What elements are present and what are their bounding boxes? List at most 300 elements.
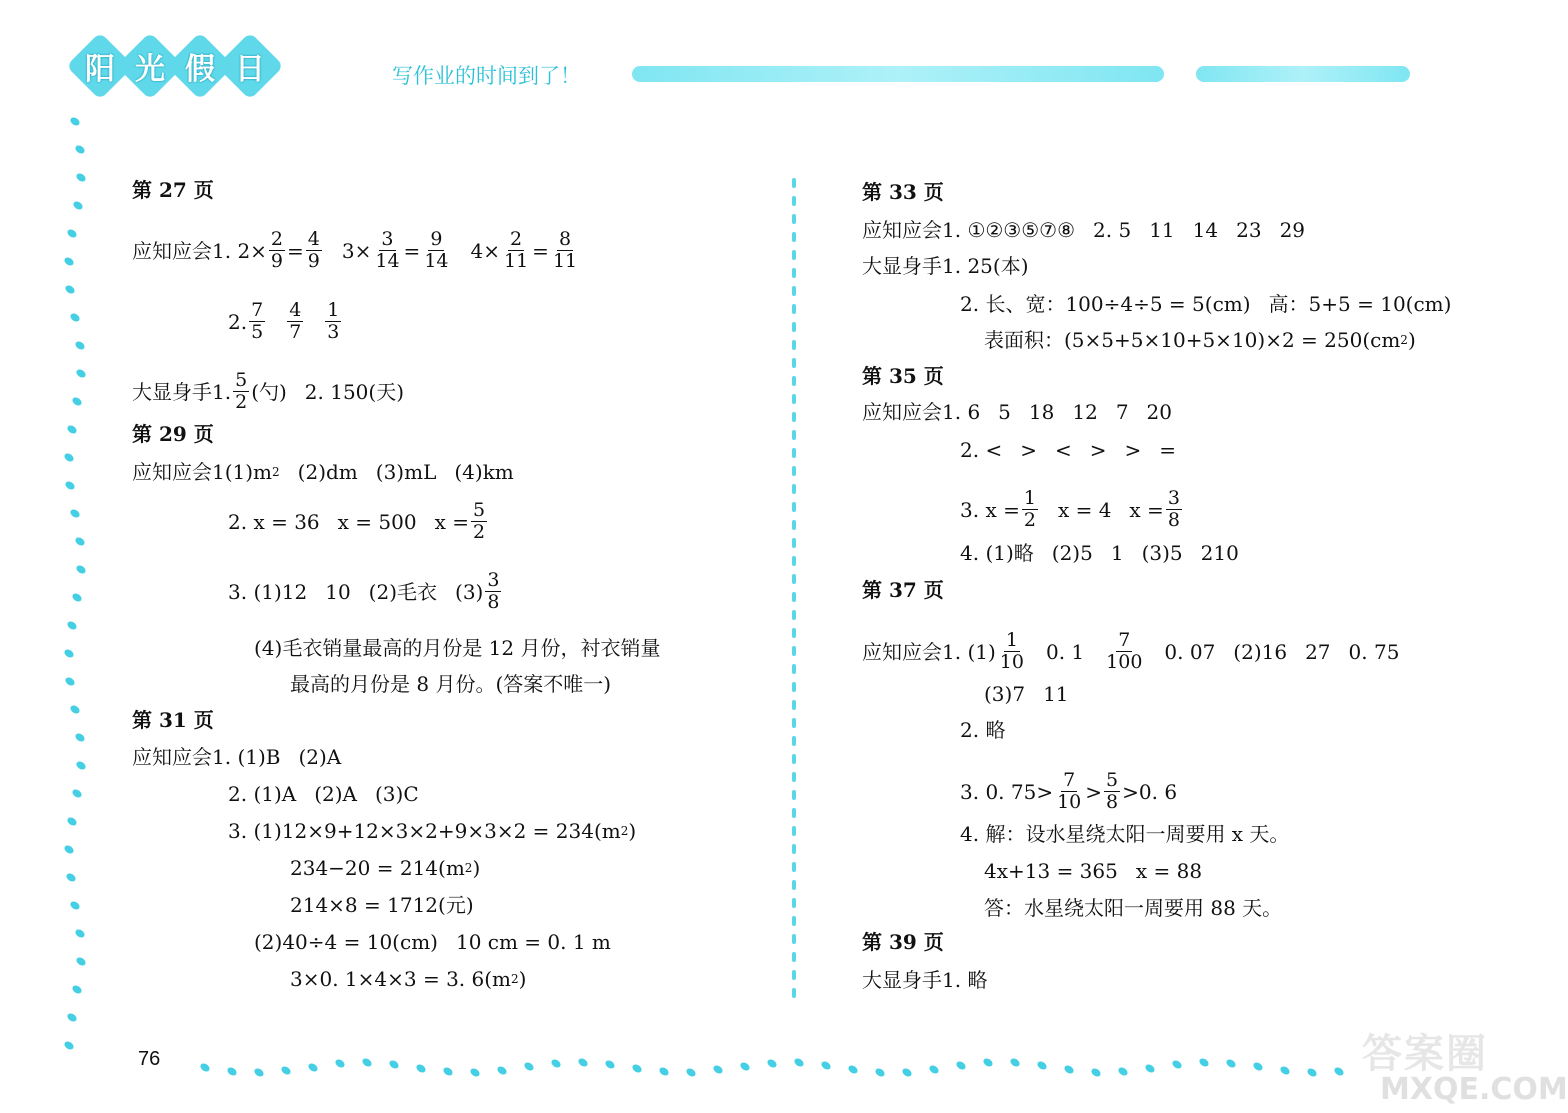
border-dot bbox=[1306, 1067, 1318, 1078]
divider-tick bbox=[792, 772, 796, 782]
divider-tick bbox=[792, 448, 796, 458]
fraction bbox=[373, 229, 401, 272]
numerator: 7 bbox=[1063, 769, 1076, 791]
numerator: 2 bbox=[510, 228, 523, 250]
heading-p33: 第 33 页 bbox=[862, 180, 944, 204]
logo bbox=[76, 42, 276, 90]
text: 4. (1)略 bbox=[960, 541, 1034, 565]
text: 1. bbox=[212, 379, 232, 404]
denominator: 5 bbox=[251, 321, 264, 343]
text: > bbox=[1124, 438, 1142, 462]
text: 2. bbox=[228, 309, 248, 334]
fraction bbox=[287, 300, 303, 343]
text: 1. ①②③⑤⑦⑧ bbox=[942, 218, 1076, 242]
fraction bbox=[325, 300, 341, 343]
numerator: 9 bbox=[430, 228, 443, 250]
text: 3. (1)12 bbox=[228, 579, 308, 604]
section-label: 大显身手 bbox=[132, 379, 212, 404]
text: 1. (1)B bbox=[212, 745, 281, 769]
divider-tick bbox=[792, 178, 796, 188]
border-dot bbox=[65, 872, 77, 883]
border-dot bbox=[766, 1058, 778, 1069]
text: 0. 75 bbox=[1348, 639, 1400, 664]
header-slogan: 写作业的时间到了！ bbox=[392, 64, 581, 88]
border-dot bbox=[928, 1064, 940, 1075]
line: 3×0. 1×4×3 = 3. 6(m 2 ) bbox=[290, 967, 527, 991]
text: (4)km bbox=[454, 460, 514, 484]
fraction bbox=[471, 500, 487, 543]
border-dot bbox=[74, 536, 86, 547]
line bbox=[132, 370, 404, 413]
divider-tick bbox=[792, 700, 796, 710]
border-dot bbox=[361, 1057, 373, 1068]
divider-tick bbox=[792, 754, 796, 764]
text: 23 bbox=[1236, 218, 1262, 242]
text: 3. (1)12×9+12×3×2+9×3×2 = 234(m bbox=[228, 819, 621, 843]
text: >0. 6 bbox=[1122, 779, 1178, 804]
text: x = 88 bbox=[1135, 859, 1203, 883]
border-dot bbox=[64, 676, 76, 687]
line bbox=[984, 859, 1202, 883]
border-dot bbox=[66, 816, 78, 827]
denominator: 14 bbox=[375, 250, 400, 272]
line: 234−20 = 214(m 2 ) bbox=[290, 856, 481, 880]
text: (2)A bbox=[314, 782, 357, 806]
denominator: 8 bbox=[1167, 509, 1180, 531]
divider-tick bbox=[792, 592, 796, 602]
logo-char: 光 bbox=[116, 32, 184, 100]
divider-tick bbox=[792, 934, 796, 944]
border-dot bbox=[1198, 1057, 1210, 1068]
text: 2. x = 36 bbox=[228, 509, 320, 534]
fraction bbox=[233, 370, 249, 413]
text: (3)C bbox=[375, 782, 419, 806]
fraction bbox=[249, 300, 265, 343]
text: 18 bbox=[1028, 400, 1055, 424]
divider-tick bbox=[792, 952, 796, 962]
superscript: 2 bbox=[620, 824, 629, 838]
border-dot bbox=[63, 844, 75, 855]
border-dot bbox=[388, 1059, 400, 1070]
superscript: 2 bbox=[1400, 333, 1408, 347]
divider-tick bbox=[792, 682, 796, 692]
border-dot bbox=[69, 508, 81, 519]
text: 0. 1 bbox=[1045, 639, 1085, 664]
text: (3)7 bbox=[984, 682, 1026, 706]
border-dot bbox=[1144, 1063, 1156, 1074]
divider-tick bbox=[792, 988, 796, 998]
line bbox=[960, 541, 1239, 565]
divider-tick bbox=[792, 862, 796, 872]
text: = bbox=[1159, 438, 1177, 462]
divider-tick bbox=[792, 250, 796, 260]
line bbox=[228, 500, 489, 543]
fraction bbox=[1055, 770, 1083, 813]
denominator: 9 bbox=[307, 250, 320, 272]
text: 2. 长、宽：100÷4÷5 = 5(cm) bbox=[960, 292, 1251, 316]
superscript: 2 bbox=[272, 465, 280, 479]
text: 29 bbox=[1279, 218, 1306, 242]
text: 20 bbox=[1146, 400, 1172, 424]
text: x = bbox=[434, 509, 469, 534]
text: (勺) bbox=[251, 379, 287, 404]
header-band bbox=[1196, 66, 1410, 82]
numerator: 7 bbox=[1118, 629, 1131, 651]
border-dot bbox=[1333, 1066, 1345, 1077]
divider-tick bbox=[792, 736, 796, 746]
section-label: 大显身手 bbox=[862, 254, 942, 278]
text: 3. 0. 75> bbox=[960, 779, 1054, 804]
border-dot bbox=[739, 1061, 751, 1072]
fraction bbox=[485, 570, 501, 613]
border-dot bbox=[75, 564, 87, 575]
denominator: 10 bbox=[1057, 791, 1082, 813]
line: 表面积：(5×5+5×10+5×10)×2 = 250(cm 2 ) bbox=[984, 328, 1416, 352]
numerator: 4 bbox=[307, 228, 320, 250]
border-dot bbox=[604, 1059, 616, 1070]
section-label: 应知应会 bbox=[862, 400, 942, 424]
section-label: 应知应会 bbox=[862, 218, 942, 242]
text: (3)mL bbox=[375, 460, 437, 484]
line bbox=[960, 770, 1177, 813]
text: 3×0. 1×4×3 = 3. 6(m bbox=[290, 967, 512, 991]
line bbox=[960, 292, 1451, 316]
border-dot bbox=[75, 956, 87, 967]
text: 2. 5 bbox=[1093, 218, 1132, 242]
text: 1 bbox=[1110, 541, 1124, 565]
fraction bbox=[1166, 488, 1182, 531]
text: 3× bbox=[341, 238, 372, 263]
border-dot bbox=[1279, 1065, 1291, 1076]
border-dot bbox=[1090, 1067, 1102, 1078]
text: 4× bbox=[470, 238, 500, 263]
text: 2. 150(天) bbox=[304, 379, 405, 404]
text: 3. x = bbox=[960, 497, 1020, 522]
border-dot bbox=[74, 928, 86, 939]
divider-tick bbox=[792, 520, 796, 530]
denominator: 11 bbox=[552, 250, 578, 272]
border-dot bbox=[63, 452, 75, 463]
text: x = 500 bbox=[337, 509, 417, 534]
text: (2)dm bbox=[297, 460, 358, 484]
denominator: 2 bbox=[472, 521, 486, 543]
divider-tick bbox=[792, 412, 796, 422]
border-dot bbox=[69, 116, 81, 127]
border-dot bbox=[874, 1067, 886, 1078]
text: (2)40÷4 = 10(cm) bbox=[254, 930, 438, 954]
text: > bbox=[1089, 438, 1107, 462]
fraction bbox=[1104, 770, 1120, 813]
line: 2. 略 bbox=[960, 718, 1006, 742]
line: 最高的月份是 8 月份。(答案不唯一) bbox=[290, 672, 612, 696]
line: 答：水星绕太阳一周要用 88 天。 bbox=[984, 896, 1283, 920]
border-dot bbox=[280, 1065, 292, 1076]
border-dot bbox=[982, 1057, 994, 1068]
line bbox=[862, 254, 1029, 278]
divider-tick bbox=[792, 430, 796, 440]
text: 1. (1) bbox=[942, 639, 996, 664]
border-dot bbox=[66, 424, 78, 435]
border-dot bbox=[74, 732, 86, 743]
border-dot bbox=[820, 1060, 832, 1071]
text: (3) bbox=[455, 579, 484, 604]
watermark: 答案圈 bbox=[1362, 1031, 1488, 1077]
line bbox=[960, 438, 1176, 462]
superscript: 2 bbox=[511, 972, 519, 986]
numerator: 3 bbox=[487, 569, 500, 591]
numerator: 1 bbox=[1023, 487, 1036, 509]
text: = bbox=[403, 238, 421, 263]
border-dot bbox=[63, 1040, 75, 1051]
border-dot bbox=[1036, 1060, 1048, 1071]
border-dot bbox=[63, 648, 75, 659]
denominator: 14 bbox=[424, 250, 449, 272]
border-dot bbox=[69, 900, 81, 911]
line bbox=[960, 488, 1184, 531]
border-dot bbox=[901, 1067, 913, 1078]
text: 234−20 = 214(m bbox=[290, 856, 465, 880]
divider-tick bbox=[792, 232, 796, 242]
border-dot bbox=[1252, 1061, 1264, 1072]
border-dot bbox=[307, 1062, 319, 1073]
numerator: 2 bbox=[270, 228, 284, 250]
numerator: 3 bbox=[381, 228, 394, 250]
line bbox=[862, 968, 987, 992]
text: (2)A bbox=[298, 745, 342, 769]
border-dot bbox=[71, 984, 83, 995]
line bbox=[132, 745, 341, 769]
section-label: 应知应会 bbox=[132, 460, 212, 484]
text: x = bbox=[1129, 497, 1164, 522]
divider-tick bbox=[792, 664, 796, 674]
text: x = 4 bbox=[1057, 497, 1112, 522]
text: (2)16 bbox=[1233, 639, 1288, 664]
divider-tick bbox=[792, 916, 796, 926]
text: 27 bbox=[1305, 639, 1331, 664]
heading-p37: 第 37 页 bbox=[862, 578, 944, 602]
border-dot bbox=[199, 1062, 211, 1073]
border-dot bbox=[685, 1067, 697, 1078]
section-label: 应知应会 bbox=[862, 639, 942, 664]
divider-tick bbox=[792, 340, 796, 350]
text: 5 bbox=[998, 400, 1011, 424]
divider-tick bbox=[792, 790, 796, 800]
numerator: 1 bbox=[1005, 629, 1018, 651]
denominator: 8 bbox=[487, 591, 500, 613]
fraction bbox=[269, 229, 285, 272]
section-label: 应知应会 bbox=[132, 745, 212, 769]
divider-tick bbox=[792, 394, 796, 404]
border-dot bbox=[72, 200, 84, 211]
divider-tick bbox=[792, 322, 796, 332]
denominator: 10 bbox=[999, 651, 1024, 673]
border-dot bbox=[442, 1066, 454, 1077]
border-dot bbox=[847, 1064, 859, 1075]
border-dot bbox=[74, 340, 86, 351]
border-dot bbox=[712, 1064, 724, 1075]
numerator: 8 bbox=[558, 228, 572, 250]
line bbox=[228, 300, 343, 343]
text: 1(1)m bbox=[212, 460, 273, 484]
text: 1. 25(本) bbox=[942, 254, 1029, 278]
text: 11 bbox=[1149, 218, 1175, 242]
text: = bbox=[532, 238, 549, 263]
divider-tick bbox=[792, 970, 796, 980]
border-dot bbox=[469, 1067, 481, 1078]
fraction bbox=[551, 229, 579, 272]
divider-tick bbox=[792, 502, 796, 512]
text: 10 bbox=[325, 579, 351, 604]
border-dot bbox=[550, 1058, 562, 1069]
divider-tick bbox=[792, 880, 796, 890]
border-dot bbox=[631, 1063, 643, 1074]
divider-tick bbox=[792, 628, 796, 638]
border-dot bbox=[66, 228, 78, 239]
text: = bbox=[287, 238, 304, 263]
text: 4x+13 = 365 bbox=[984, 859, 1118, 883]
fraction bbox=[998, 630, 1026, 673]
line bbox=[862, 400, 1172, 424]
heading-p35: 第 35 页 bbox=[862, 364, 944, 388]
border-dot bbox=[64, 284, 76, 295]
section-label: 应知应会 bbox=[132, 238, 212, 263]
border-dot bbox=[1117, 1066, 1129, 1077]
divider-tick bbox=[792, 556, 796, 566]
text: (2)毛衣 bbox=[368, 579, 438, 604]
denominator: 8 bbox=[1106, 791, 1119, 813]
border-dot bbox=[64, 480, 76, 491]
border-dot bbox=[334, 1058, 346, 1069]
divider-tick bbox=[792, 826, 796, 836]
logo-char: 假 bbox=[166, 32, 234, 100]
text: 1. 2× bbox=[212, 238, 267, 263]
numerator: 4 bbox=[289, 299, 302, 321]
line bbox=[132, 460, 514, 484]
divider-tick bbox=[792, 268, 796, 278]
divider-tick bbox=[792, 610, 796, 620]
border-dot bbox=[66, 620, 78, 631]
border-dot bbox=[71, 396, 83, 407]
denominator: 2 bbox=[1023, 509, 1036, 531]
text: 0. 07 bbox=[1164, 639, 1216, 664]
line bbox=[228, 570, 503, 613]
text: 11 bbox=[1043, 682, 1069, 706]
text: (2)5 bbox=[1051, 541, 1093, 565]
page-number: 76 bbox=[138, 1048, 161, 1070]
fraction bbox=[1022, 488, 1038, 531]
numerator: 5 bbox=[235, 369, 248, 391]
divider-tick bbox=[792, 718, 796, 728]
border-dot bbox=[1063, 1064, 1075, 1075]
denominator: 7 bbox=[289, 321, 302, 343]
denominator: 9 bbox=[270, 250, 284, 272]
line: 3. (1)12×9+12×3×2+9×3×2 = 234(m 2 ) bbox=[228, 819, 637, 843]
numerator: 7 bbox=[251, 299, 264, 321]
border-dot bbox=[793, 1057, 805, 1068]
text: 高：5+5 = 10(cm) bbox=[1268, 292, 1452, 316]
line: (4)毛衣销量最高的月份是 12 月份，衬衣销量 bbox=[254, 636, 661, 660]
divider-tick bbox=[792, 358, 796, 368]
denominator: 100 bbox=[1106, 651, 1143, 673]
fraction bbox=[306, 229, 322, 272]
denominator: 3 bbox=[327, 321, 340, 343]
divider-tick bbox=[792, 286, 796, 296]
border-dot bbox=[1171, 1059, 1183, 1070]
border-dot bbox=[523, 1061, 535, 1072]
text: 表面积：(5×5+5×10+5×10)×2 = 250(cm bbox=[984, 328, 1401, 352]
denominator: 11 bbox=[503, 250, 529, 272]
header-band bbox=[632, 66, 1164, 82]
divider-tick bbox=[792, 304, 796, 314]
denominator: 2 bbox=[235, 391, 248, 413]
text: 7 bbox=[1115, 400, 1129, 424]
divider-tick bbox=[792, 538, 796, 548]
text: > bbox=[1020, 438, 1037, 462]
numerator: 5 bbox=[1106, 769, 1119, 791]
border-dot bbox=[1009, 1057, 1021, 1068]
text: 14 bbox=[1192, 218, 1219, 242]
text: 2. < bbox=[960, 438, 1003, 462]
divider-tick bbox=[792, 646, 796, 656]
fraction bbox=[1104, 630, 1144, 673]
border-dot bbox=[226, 1066, 238, 1077]
text: 1. 6 bbox=[942, 400, 981, 424]
border-dot bbox=[253, 1067, 265, 1078]
divider-tick bbox=[792, 844, 796, 854]
divider-tick bbox=[792, 484, 796, 494]
text: 2. (1)A bbox=[228, 782, 297, 806]
border-dot bbox=[71, 592, 83, 603]
border-dot bbox=[66, 1012, 78, 1023]
border-dot bbox=[75, 172, 87, 183]
section-label: 大显身手 bbox=[862, 968, 942, 992]
divider-tick bbox=[792, 574, 796, 584]
border-dot bbox=[69, 312, 81, 323]
border-dot bbox=[415, 1063, 427, 1074]
divider-tick bbox=[792, 214, 796, 224]
fraction bbox=[422, 229, 450, 272]
heading-p31: 第 31 页 bbox=[132, 708, 214, 732]
numerator: 3 bbox=[1167, 487, 1180, 509]
text: < bbox=[1054, 438, 1072, 462]
border-dot bbox=[577, 1057, 589, 1068]
line bbox=[862, 630, 1399, 673]
numerator: 1 bbox=[327, 299, 340, 321]
logo-char: 日 bbox=[216, 32, 284, 100]
text: 210 bbox=[1200, 541, 1239, 565]
border-dot bbox=[69, 704, 81, 715]
line bbox=[132, 229, 581, 272]
text: 1. 略 bbox=[942, 968, 988, 992]
text: 10 cm = 0. 1 m bbox=[455, 930, 611, 954]
line bbox=[254, 930, 611, 954]
border-dot bbox=[74, 144, 86, 155]
heading-p29: 第 29 页 bbox=[132, 422, 214, 446]
text: 12 bbox=[1072, 400, 1098, 424]
border-dot bbox=[955, 1060, 967, 1071]
divider-tick bbox=[792, 466, 796, 476]
border-dot bbox=[71, 788, 83, 799]
border-dot bbox=[496, 1065, 508, 1076]
text: > bbox=[1085, 779, 1103, 804]
line: 4. 解：设水星绕太阳一周要用 x 天。 bbox=[960, 822, 1290, 846]
heading-p39: 第 39 页 bbox=[862, 930, 944, 954]
fraction bbox=[502, 229, 530, 272]
line: 214×8 = 1712(元) bbox=[290, 893, 474, 917]
heading-p27: 第 27 页 bbox=[132, 178, 214, 202]
line bbox=[228, 782, 419, 806]
line bbox=[862, 218, 1305, 242]
